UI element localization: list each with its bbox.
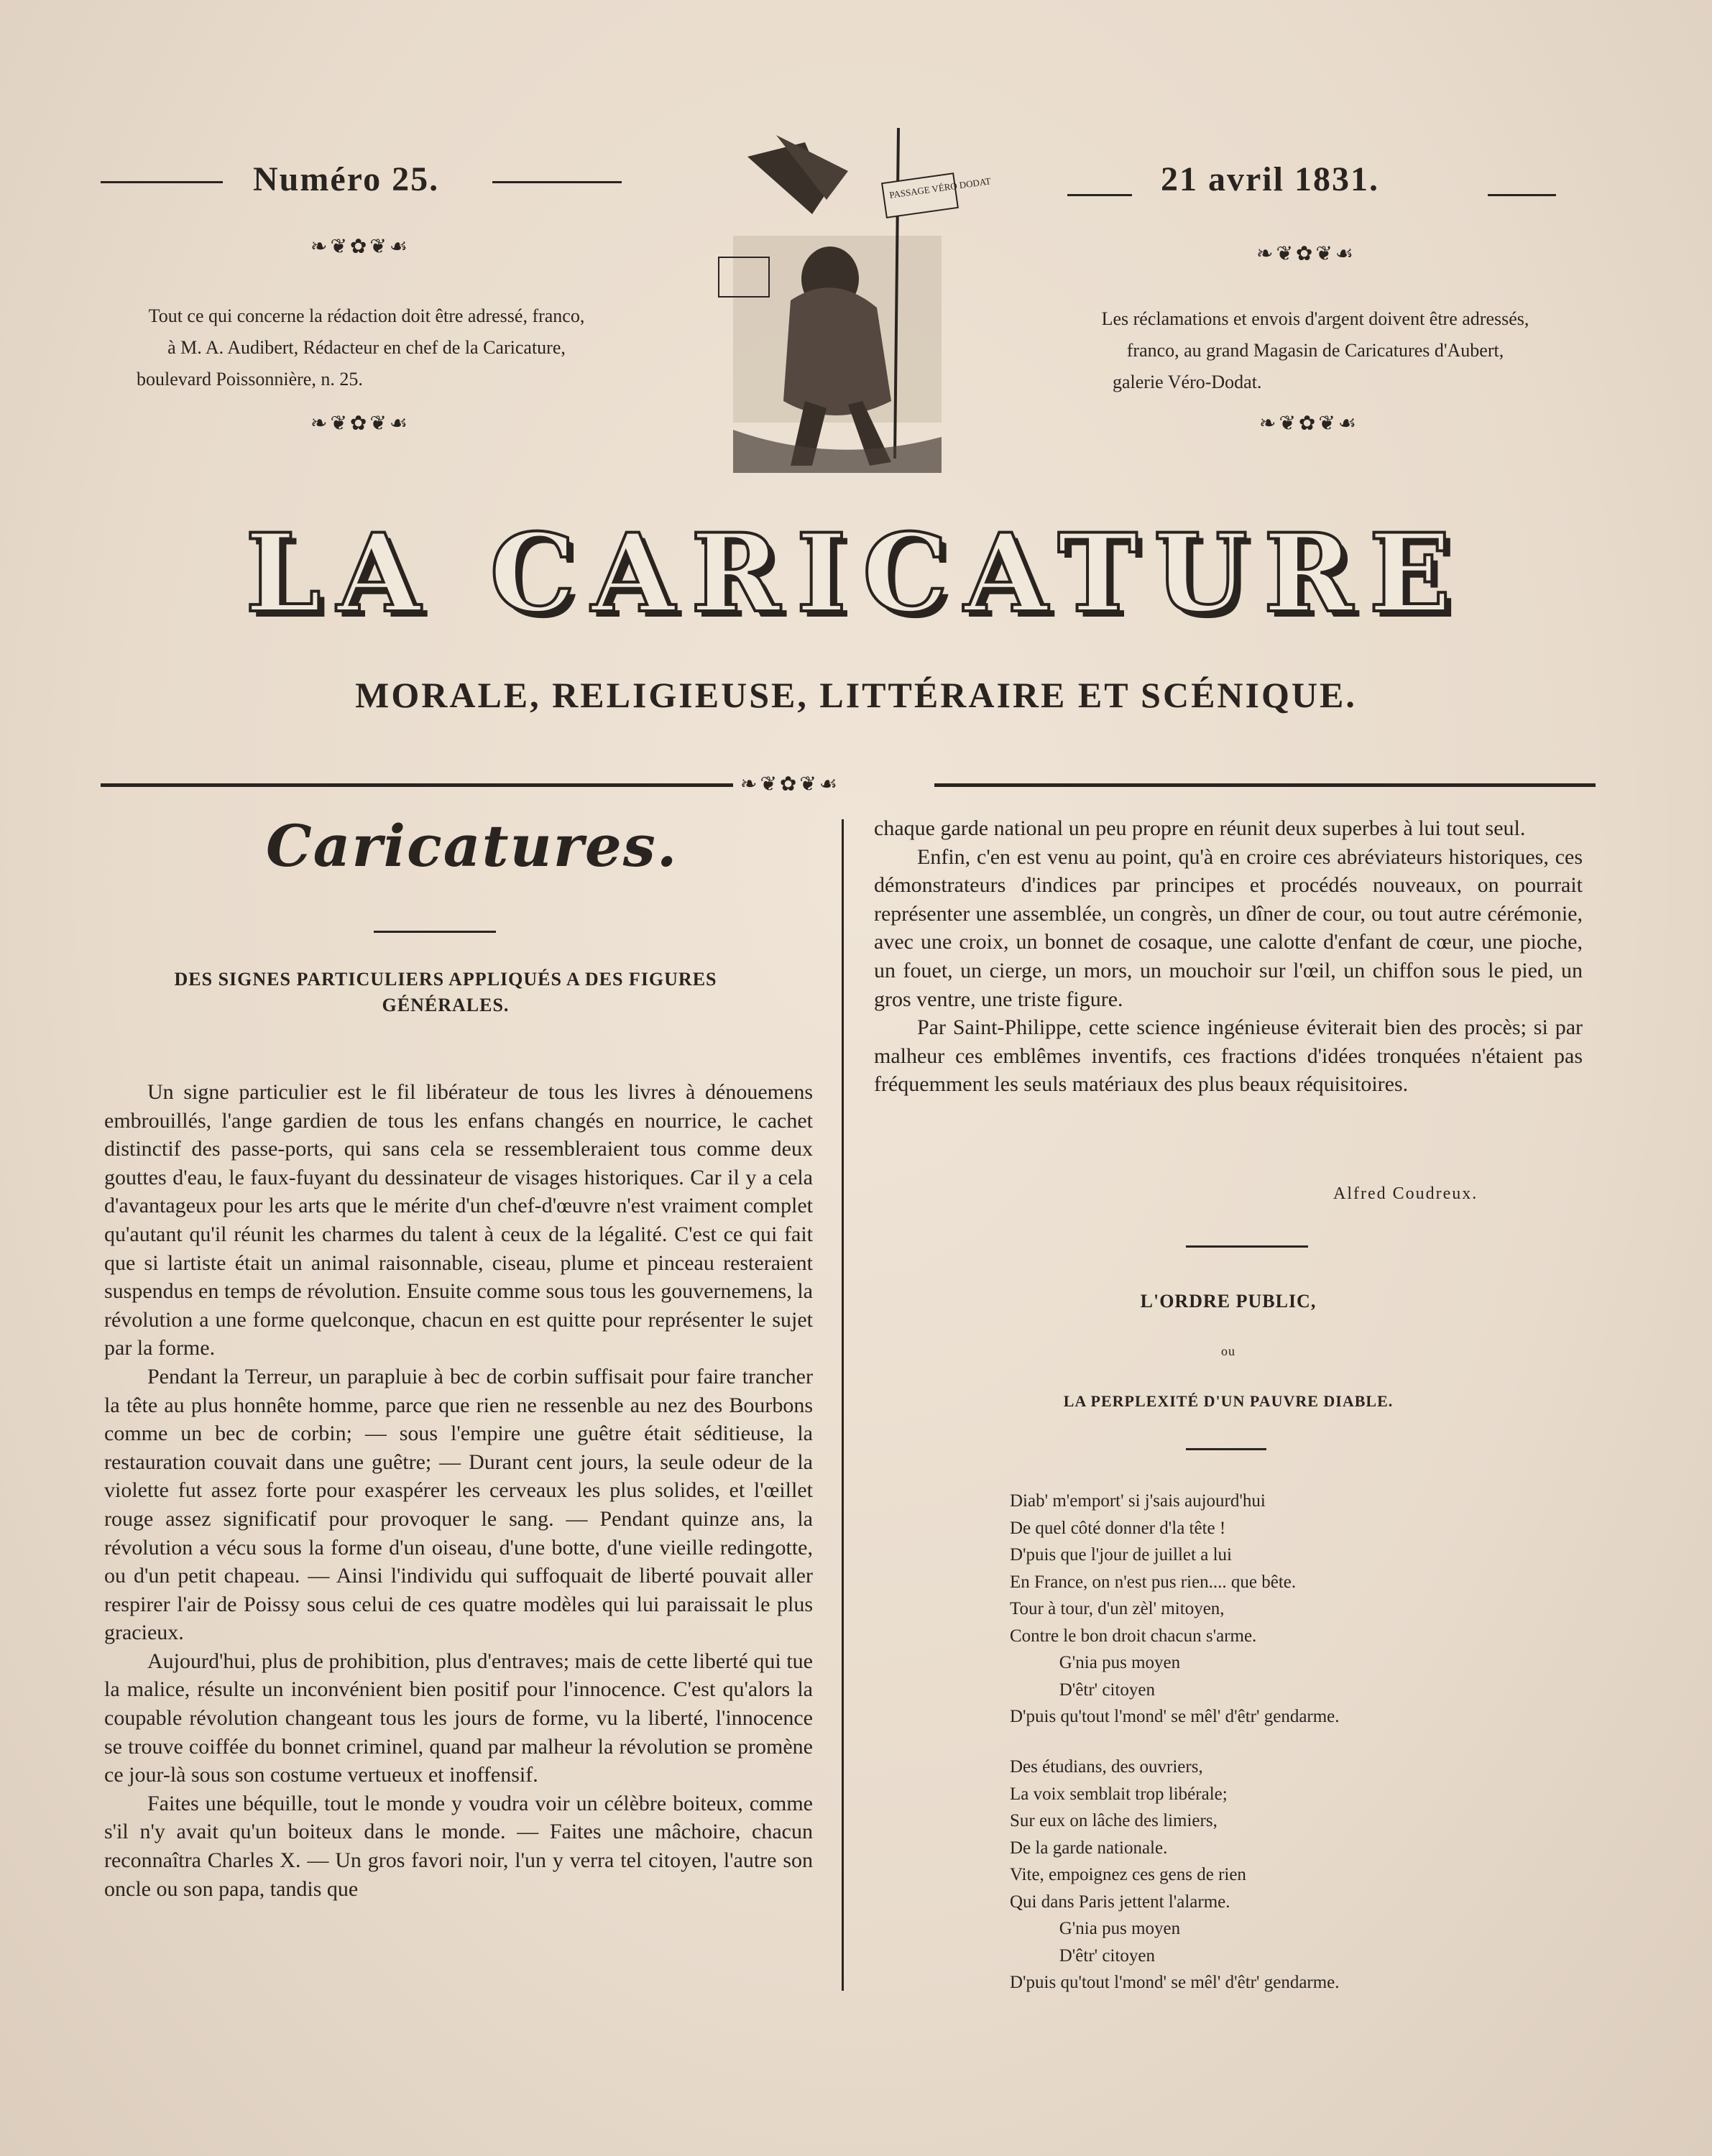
notice-left-line-3: boulevard Poissonnière, n. 25. (137, 369, 363, 390)
poem-subtitle: LA PERPLEXITÉ D'UN PAUVRE DIABLE. (1063, 1392, 1394, 1410)
signature-rule (1186, 1245, 1308, 1248)
notice-left-line-1: Tout ce qui concerne la rédaction doit être adressé, franco, (148, 305, 585, 326)
notice-left-line-2: à M. A. Audibert, Rédacteur en chef de la Caricature, (167, 337, 566, 358)
poem-stanza-2: Des étudians, des ouvriers, La voix semblait trop libérale; Sur eux on lâche des limiers, De la garde nationale. Vite, empoignez ces gens de rien Qui dans Paris jettent l'alarme. G'nia pus moyen D'êtr' citoyen D'puis qu'tout l'mond' se mêl' d'êtr' gendarme. (1010, 1757, 1340, 1992)
header-rule-left-2 (492, 181, 622, 183)
signature: Alfred Coudreux. (1333, 1184, 1478, 1203)
right-paragraph-3: Par Saint-Philippe, cette science ingénieuse éviterait bien des procès; si par malheur ces emblêmes inventifs, ces fractions d'idées tronquées n'étaient pas fréquemment les seuls matériaux des plus beaux réquisitoires. (874, 1015, 1583, 1097)
ornament-right-bottom: ❧❦✿❦☙ (1259, 413, 1359, 435)
left-paragraph-3: Aujourd'hui, plus de prohibition, plus d'entraves; mais de cette liberté qui tue la malice, résulte un inconvénient bien positif pour l'innocence. C'est qu'alors la coupable révolution changeant tous les jours de forme, vu la liberté, l'innocence se trouve coiffée du bonnet criminel, quand par malheur la révolution se promène ce jour-là sous son costume vertueux et inoffensif. (104, 1649, 813, 1787)
article-title (108, 967, 783, 1018)
header-rule-left-1 (101, 181, 223, 183)
divider-ornament: ❧❦✿❦☙ (740, 773, 840, 796)
ornament-left-top: ❧❦✿❦☙ (310, 236, 410, 258)
poem-rule (1186, 1448, 1266, 1450)
jester-illustration (704, 128, 992, 480)
notice-right-line-2: franco, au grand Magasin de Caricatures d'Aubert, (1126, 340, 1504, 361)
left-paragraph-2: Pendant la Terreur, un parapluie à bec de corbin suffisait pour faire trancher la tête au plus honnête homme, parce que rien ne ressenble au nez des Bourbons comme un bec de corbin; — sous l'empire une guêtre était séditieuse, la restauration couvait dans une guêtre; — Durant cent jours, la seule odeur de la violette fut assez forte pour exaspérer les cerveaux les plus solides, et l'œillet rouge assez significatif pour provoquer le sang. — Pendant quinze ans, la révolution a vécu sous la forme d'un oiseau, d'une botte, d'une vieille redingotte, ou d'un petit chapeau. — Ainsi l'individu qui suffoquait de liberté pouvait aller respirer l'air de Poissy sous celui de ces quatre modèles qui lui paraissait le plus gracieux. (104, 1364, 813, 1645)
ornament-left-bottom: ❧❦✿❦☙ (310, 413, 410, 435)
notice-right-line-1: Les réclamations et envois d'argent doivent être adressés, (1101, 308, 1529, 329)
header-rule-right-1 (1067, 194, 1132, 196)
divider-right (934, 783, 1596, 787)
left-paragraph-4: Faites une béquille, tout le monde y voudra voir un célèbre boiteux, comme s'il n'y avait qu'un boiteux dans le monde. — Faites une mâchoire, chacun reconnaîtra Charles X. — Un gros favori noir, l'un y verra tel citoyen, l'autre son oncle ou son papa, tandis que (104, 1791, 813, 1901)
right-paragraph-1: chaque garde national un peu propre en réunit deux superbes à lui tout seul. (874, 816, 1526, 840)
poem-stanza-1: Diab' m'emport' si j'sais aujourd'hui De quel côté donner d'la tête ! D'puis que l'jour de juillet a lui En France, on n'est pus rien.... que bête. Tour à tour, d'un zèl' mitoyen, Contre le bon droit chacun s'arme. G'nia pus moyen D'êtr' citoyen D'puis qu'tout l'mond' se mêl' d'êtr' gendarme. (1010, 1491, 1340, 1726)
article-title-line-2: GÉNÉRALES. (382, 995, 510, 1015)
article-title-line-1: DES SIGNES PARTICULIERS APPLIQUÉS A DES FIGURES (174, 969, 717, 990)
section-title: Caricatures. (266, 812, 678, 880)
left-paragraph-1: Un signe particulier est le fil libérateur de tous les livres à dénouemens embrouillés, l'ange gardien de tous les enfans changés en nourrice, le cachet distinctif des passe-ports, qui sans cela se ressembleraient tous comme deux gouttes d'eau, le faux-fuyant du dessinateur de visages historiques. Car il y a cela d'avantageux pour les arts que le mérite d'un chef-d'œuvre n'est vraiment complet qu'autant qu'il réunit les charmes du talent à ceux de la légalité. C'est ce qui fait que si lartiste était un animal raisonnable, ciseau, plume et pinceau resteraient suspendus en temps de révolution. Ensuite comme sous tous les gouvernemens, la révolution a une forme quelconque, chacun en est quitte pour représenter le sujet par la forme. (104, 1080, 813, 1360)
shop-sign-text: PASSAGE VÉRO DODAT (888, 175, 992, 201)
right-column-text (874, 814, 1583, 1099)
section-title-rule (374, 931, 496, 933)
divider-left (101, 783, 733, 787)
header-rule-right-2 (1488, 194, 1556, 196)
issue-date: 21 avril 1831. (1161, 160, 1379, 198)
notice-right (1057, 303, 1574, 398)
left-column-text (104, 1078, 813, 1903)
masthead-subtitle: MORALE, RELIGIEUSE, LITTÉRAIRE ET SCÉNIQUE. (355, 675, 1357, 715)
poem-ou: ou (1221, 1344, 1235, 1358)
poem-title: L'ORDRE PUBLIC, (1140, 1291, 1317, 1312)
notice-left (108, 300, 625, 395)
notice-right-line-3: galerie Véro-Dodat. (1113, 372, 1262, 392)
right-paragraph-2: Enfin, c'en est venu au point, qu'à en croire ces abréviateurs historiques, ces démonstrateurs d'indices par principes et procédés nouveaux, on pourrait représenter une assemblée, un congrès, un dîner de cour, ou tout autre cérémonie, avec une croix, un bonnet de cosaque, une calotte d'enfant de cœur, une pioche, un fouet, un cierge, un mors, un mouchoir sur l'œil, un chiffon sous le pied, un gros ventre, une triste figure. (874, 844, 1583, 1011)
column-rule (842, 819, 844, 1991)
masthead-title: LA CARICATURE (245, 510, 1467, 637)
issue-number: Numéro 25. (253, 160, 440, 198)
ornament-right-top: ❧❦✿❦☙ (1256, 243, 1356, 265)
